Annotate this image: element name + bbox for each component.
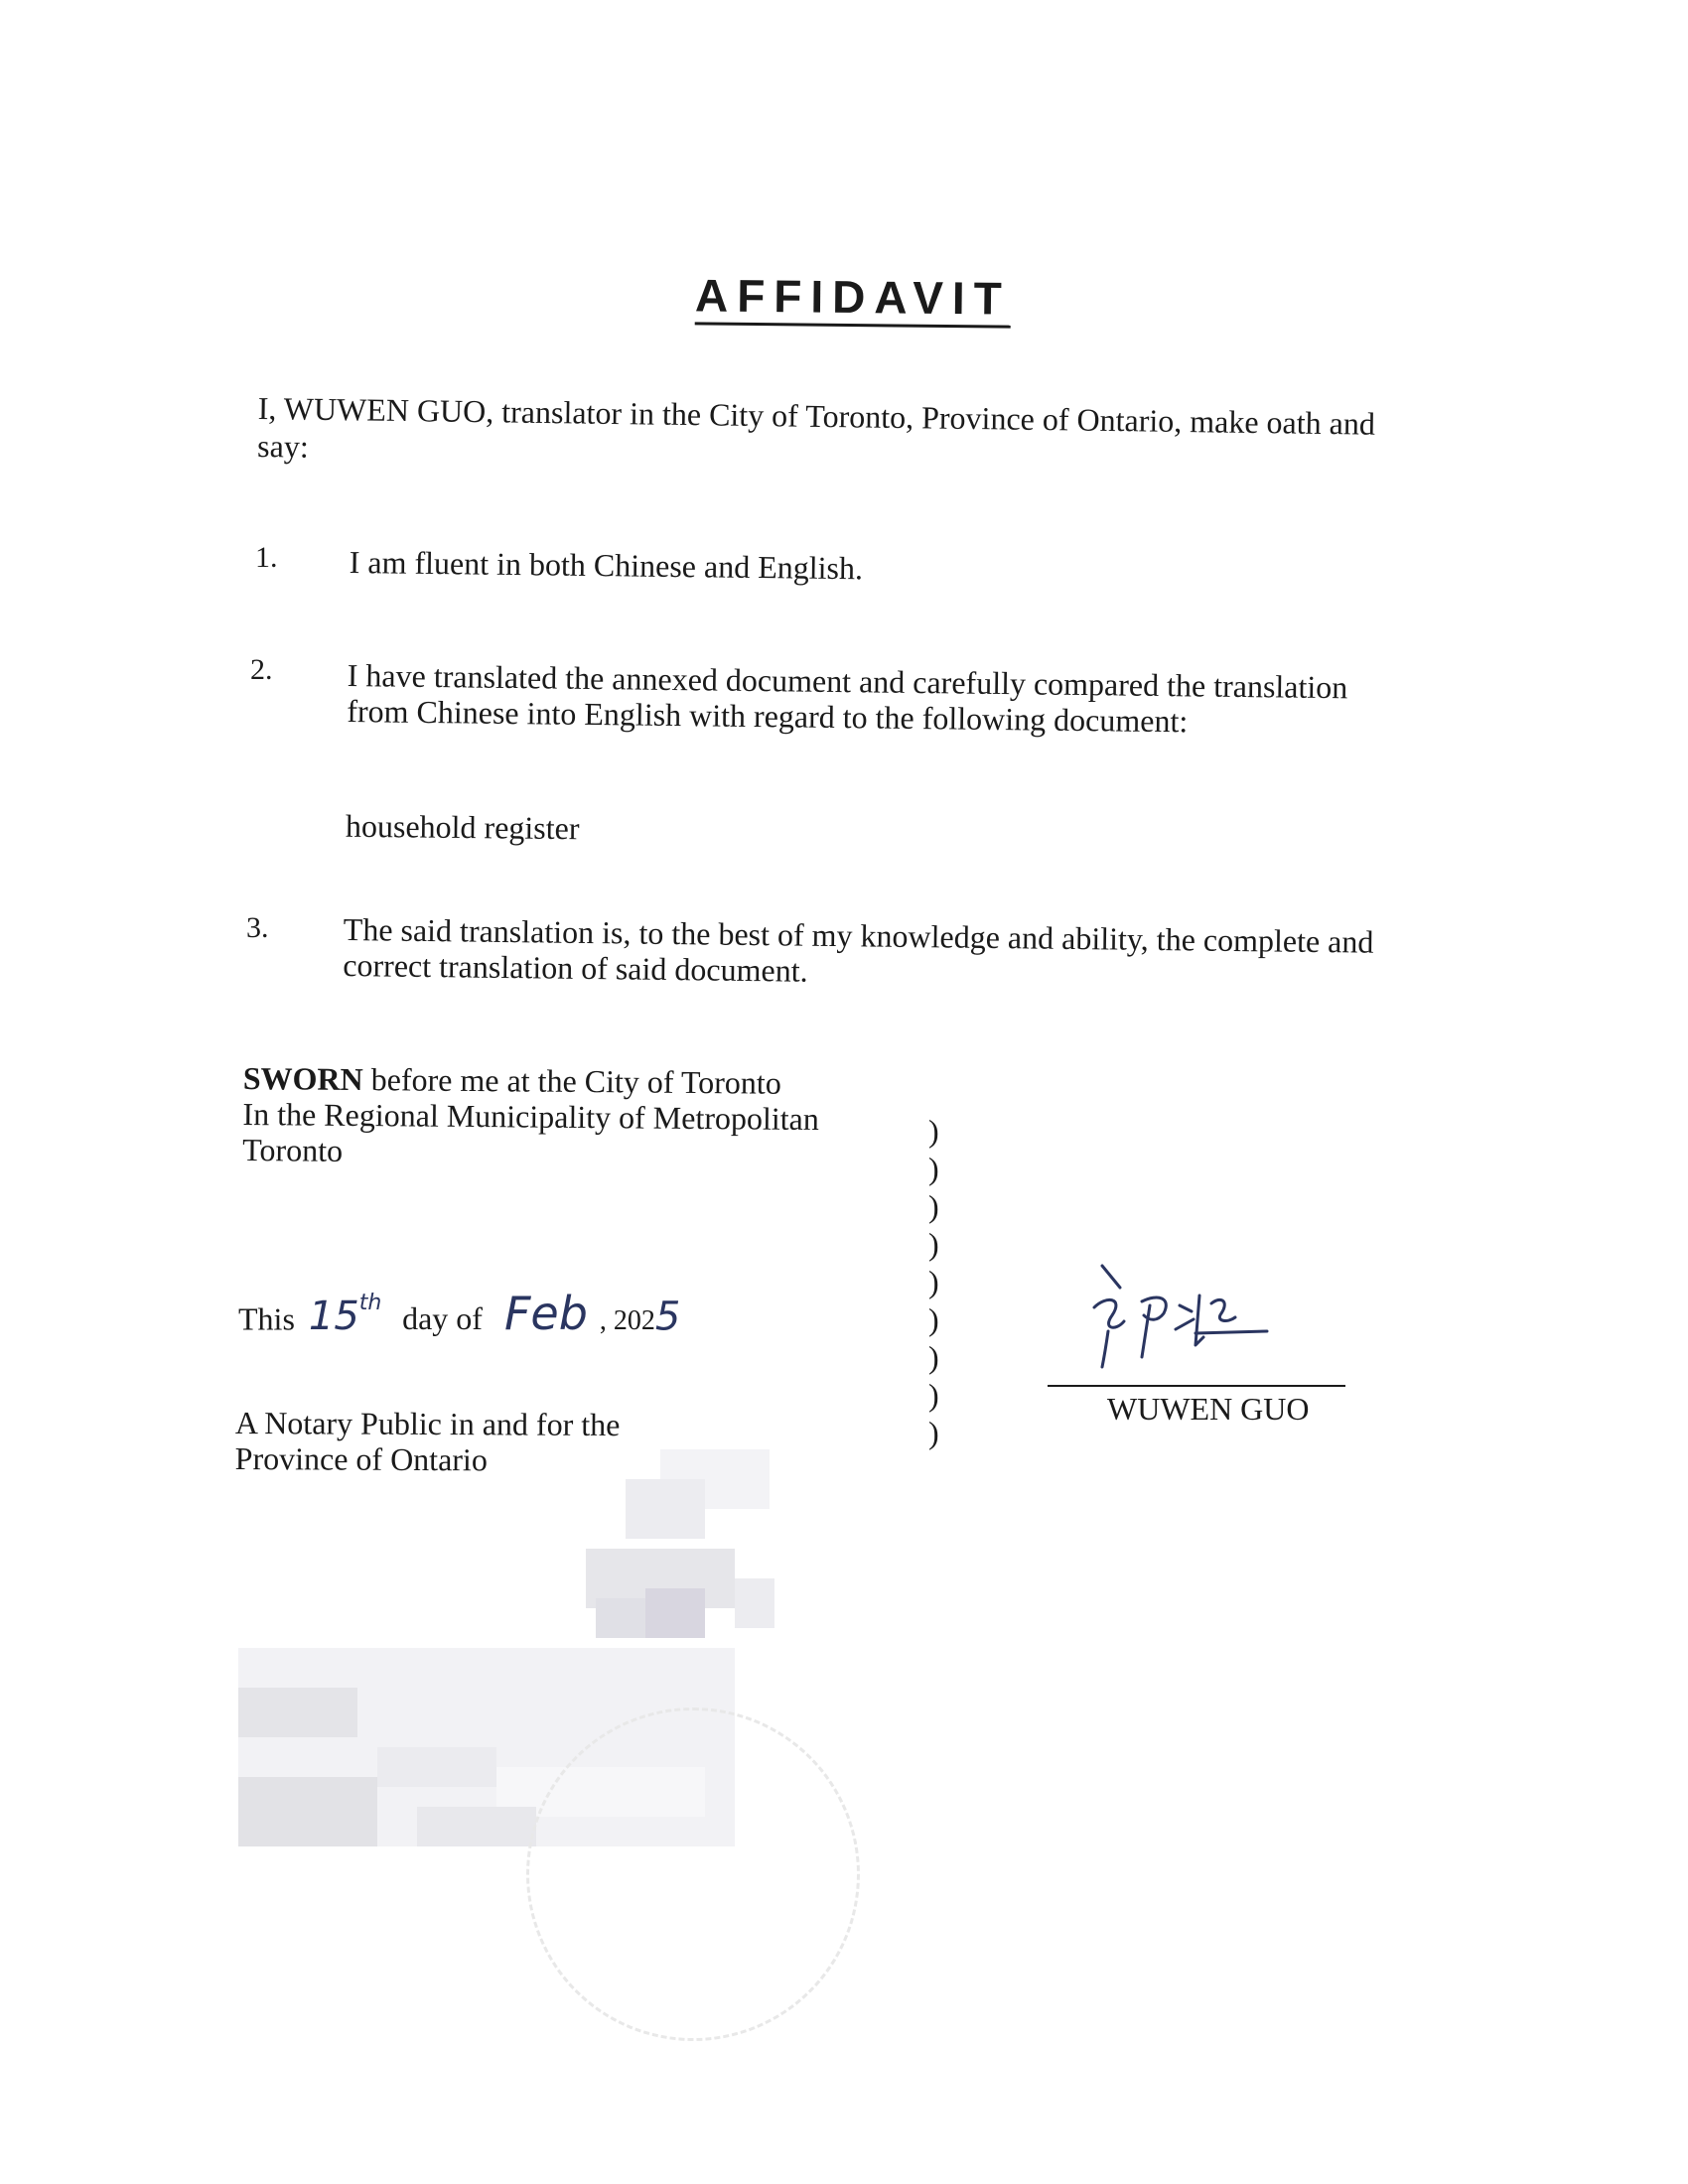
date-middle: day of: [402, 1300, 483, 1337]
paren: ): [928, 1301, 939, 1337]
sworn-line1: before me at the City of Toronto: [362, 1061, 781, 1101]
intro-paragraph: I, WUWEN GUO, translator in the City of Toronto, Province of Ontario, make oath and say:: [256, 389, 1376, 465]
item-number-1: 1.: [255, 541, 278, 574]
date-day-handwritten: 15: [308, 1294, 359, 1340]
sworn-line2: In the Regional Municipality of Metropolitan: [242, 1095, 819, 1138]
signatory-name: WUWEN GUO: [1107, 1391, 1310, 1427]
item-number-2: 2.: [250, 653, 273, 686]
item-text-2: I have translated the annexed document and carefully compared the translation from Chinese into English with regard to the following document:: [347, 657, 1348, 740]
notary-line1: A Notary Public in and for the: [234, 1405, 621, 1443]
sworn-bold: SWORN: [242, 1060, 363, 1098]
paren: ): [928, 1377, 939, 1413]
date-line: [238, 1287, 681, 1341]
item-number-3: 3.: [246, 911, 269, 944]
signature-line: [1048, 1385, 1345, 1387]
document-title: AFFIDAVIT: [695, 268, 1011, 328]
paren: ): [928, 1226, 939, 1262]
paren: ): [928, 1188, 939, 1224]
embossed-seal: [526, 1707, 860, 2041]
document-name: household register: [345, 807, 580, 847]
signature: [1072, 1246, 1311, 1385]
item-text-1: I am fluent in both Chinese and English.: [349, 544, 864, 587]
sworn-block: [242, 1060, 918, 1173]
paren: ): [928, 1113, 939, 1149]
paren: ): [928, 1264, 939, 1299]
date-year-handwritten: 5: [654, 1294, 681, 1340]
parenthesis-column: [928, 1112, 939, 1451]
date-prefix: This: [238, 1300, 295, 1337]
notary-line2: Province of Ontario: [234, 1439, 488, 1478]
paren: ): [928, 1339, 939, 1375]
date-year-printed: , 202: [599, 1305, 655, 1337]
date-day-superscript: th: [358, 1291, 382, 1315]
sworn-line3: Toronto: [242, 1131, 344, 1168]
paren: ): [928, 1151, 939, 1186]
date-month-handwritten: Feb: [503, 1287, 588, 1341]
item-text-3: The said translation is, to the best of my knowledge and ability, the complete and correct translation of said document.: [343, 911, 1374, 989]
paren: ): [928, 1415, 939, 1450]
